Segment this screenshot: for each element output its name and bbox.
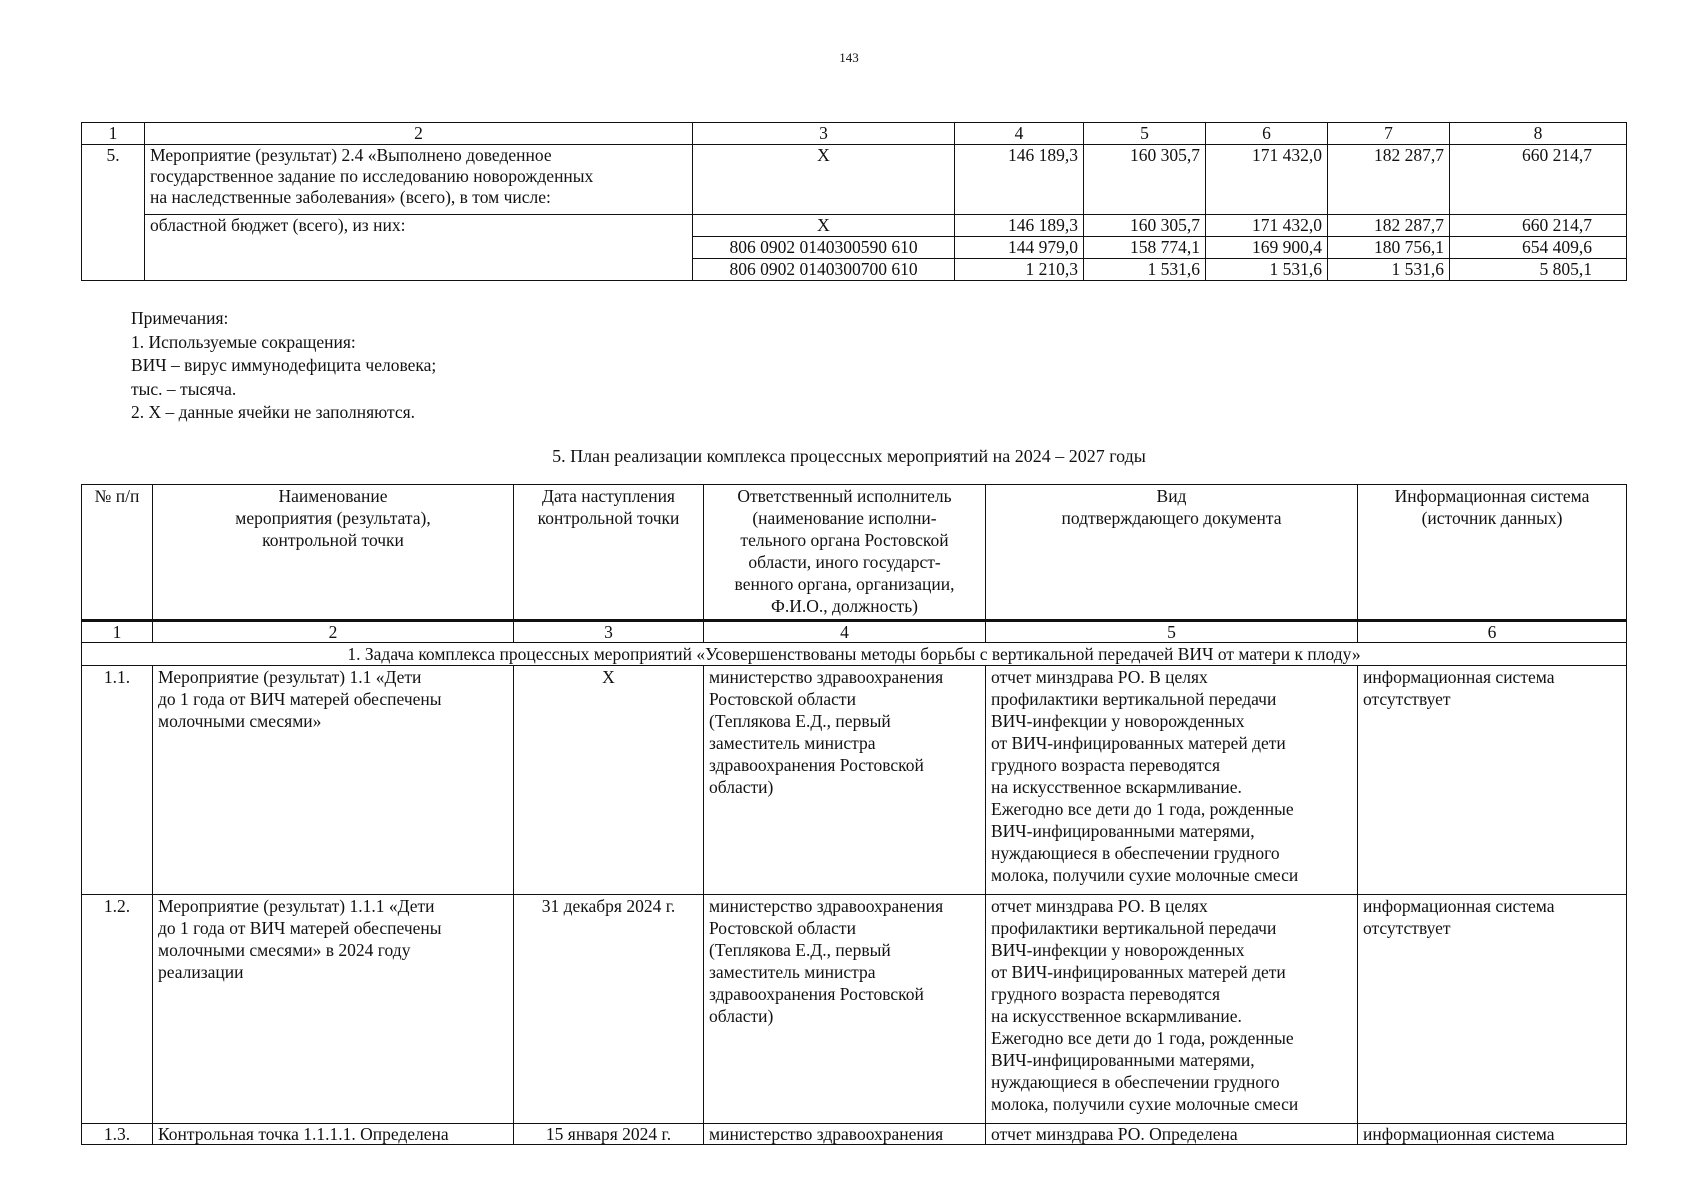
text-line: от ВИЧ-инфицированных матерей дети bbox=[991, 962, 1286, 982]
header-line: № п/п bbox=[94, 486, 140, 506]
funding-budget-row bbox=[82, 215, 1627, 237]
task-title: 1. Задача комплекса процессных мероприятий «Усовершенствованы методы борьбы с вертикальной передачей ВИЧ от матери к плоду» bbox=[82, 643, 1627, 666]
row-name bbox=[153, 895, 514, 1124]
text-line: реализации bbox=[158, 962, 244, 982]
row-date: 31 декабря 2024 г. bbox=[514, 895, 704, 1124]
page-number: 143 bbox=[839, 50, 859, 65]
row-document bbox=[986, 666, 1358, 895]
text-line: отсутствует bbox=[1363, 689, 1451, 709]
text-line: на искусственное вскармливание. bbox=[991, 777, 1242, 797]
text-line: ВИЧ-инфицированными матерями, bbox=[991, 1050, 1255, 1070]
col-number: 5 bbox=[986, 621, 1358, 643]
row-system bbox=[1358, 1124, 1627, 1145]
text-line: от ВИЧ-инфицированных матерей дети bbox=[991, 733, 1286, 753]
header-line: Ф.И.О., должность) bbox=[771, 596, 918, 616]
note-line: 1. Используемые сокращения: bbox=[131, 331, 356, 352]
text-line: Контрольная точка 1.1.1.1. Определена bbox=[158, 1124, 449, 1144]
row-executor bbox=[704, 1124, 986, 1145]
text-line: молока, получили сухие молочные смеси bbox=[991, 1094, 1299, 1114]
kbk-value: 180 756,1 bbox=[1328, 237, 1450, 259]
row-num: 1.2. bbox=[82, 895, 153, 1124]
row-name bbox=[153, 1124, 514, 1145]
section-title: 5. План реализации комплекса процессных мероприятий на 2024 – 2027 годы bbox=[552, 446, 1146, 466]
col-number: 4 bbox=[704, 621, 986, 643]
header-line: Информационная система bbox=[1394, 486, 1590, 506]
event-line: на наследственные заболевания» (всего), в том числе: bbox=[150, 187, 551, 207]
text-line: ВИЧ-инфекции у новорожденных bbox=[991, 940, 1245, 960]
funding-budget-label: областной бюджет (всего), из них: bbox=[145, 215, 693, 281]
table-row bbox=[82, 895, 1627, 1124]
funding-col-2: 2 bbox=[145, 123, 693, 145]
text-line: Ежегодно все дети до 1 года, рожденные bbox=[991, 799, 1294, 819]
funding-col-6: 6 bbox=[1206, 123, 1328, 145]
funding-event-value: 160 305,7 bbox=[1084, 145, 1206, 215]
plan-table-header-row bbox=[82, 485, 1627, 621]
kbk-total: 654 409,6 bbox=[1450, 237, 1627, 259]
funding-col-4: 4 bbox=[955, 123, 1084, 145]
row-date: 15 января 2024 г. bbox=[514, 1124, 704, 1145]
event-line: Мероприятие (результат) 2.4 «Выполнено доведенное bbox=[150, 145, 552, 165]
header-line: тельного органа Ростовской bbox=[740, 530, 949, 550]
text-line: отчет минздрава РО. В целях bbox=[991, 667, 1208, 687]
text-line: министерство здравоохранения bbox=[709, 896, 944, 916]
plan-table bbox=[81, 484, 1627, 1145]
header-num bbox=[82, 485, 153, 621]
notes-title: Примечания: bbox=[131, 308, 229, 328]
funding-col-7: 7 bbox=[1328, 123, 1450, 145]
plan-column-numbers-row bbox=[82, 621, 1627, 643]
header-executor bbox=[704, 485, 986, 621]
header-line: контрольной точки bbox=[537, 508, 680, 528]
funding-event-kbk: X bbox=[693, 145, 955, 215]
text-line: нуждающиеся в обеспечении грудного bbox=[991, 843, 1280, 863]
text-line: на искусственное вскармливание. bbox=[991, 1006, 1242, 1026]
text-line: молочными смесями» bbox=[158, 711, 322, 731]
funding-row-number: 5. bbox=[82, 145, 145, 281]
text-line: здравоохранения Ростовской bbox=[709, 755, 924, 775]
text-line: Ежегодно все дети до 1 года, рожденные bbox=[991, 1028, 1294, 1048]
text-line: информационная система bbox=[1363, 667, 1555, 687]
funding-table bbox=[81, 122, 1627, 281]
header-line: контрольной точки bbox=[262, 530, 404, 550]
kbk-total: 5 805,1 bbox=[1450, 259, 1627, 281]
event-line: государственное задание по исследованию новорожденных bbox=[150, 166, 594, 186]
row-document bbox=[986, 1124, 1358, 1145]
text-line: Мероприятие (результат) 1.1.1 «Дети bbox=[158, 896, 435, 916]
header-line: (наименование исполни- bbox=[752, 508, 937, 528]
funding-budget-value: 160 305,7 bbox=[1084, 215, 1206, 237]
col-number: 6 bbox=[1358, 621, 1627, 643]
row-name bbox=[153, 666, 514, 895]
header-line: венного органа, организации, bbox=[734, 574, 955, 594]
header-line: мероприятия (результата), bbox=[235, 508, 431, 528]
kbk-value: 1 531,6 bbox=[1206, 259, 1328, 281]
funding-col-1: 1 bbox=[82, 123, 145, 145]
text-line: до 1 года от ВИЧ матерей обеспечены bbox=[158, 689, 442, 709]
text-line: Мероприятие (результат) 1.1 «Дети bbox=[158, 667, 422, 687]
row-date: X bbox=[514, 666, 704, 895]
kbk-value: 1 531,6 bbox=[1084, 259, 1206, 281]
text-line: молока, получили сухие молочные смеси bbox=[991, 865, 1299, 885]
text-line: (Теплякова Е.Д., первый bbox=[709, 711, 891, 731]
text-line: профилактики вертикальной передачи bbox=[991, 918, 1277, 938]
note-line: тыс. – тысяча. bbox=[131, 378, 237, 399]
kbk-value: 144 979,0 bbox=[955, 237, 1084, 259]
text-line: отсутствует bbox=[1363, 918, 1451, 938]
text-line: Ростовской области bbox=[709, 918, 856, 938]
row-system bbox=[1358, 895, 1627, 1124]
kbk-code: 806 0902 0140300590 610 bbox=[693, 237, 955, 259]
header-document bbox=[986, 485, 1358, 621]
text-line: заместитель министра bbox=[709, 962, 876, 982]
row-executor bbox=[704, 895, 986, 1124]
text-line: информационная система bbox=[1363, 896, 1555, 916]
funding-event-value: 182 287,7 bbox=[1328, 145, 1450, 215]
task-title-row bbox=[82, 643, 1627, 666]
col-number: 1 bbox=[82, 621, 153, 643]
table-row bbox=[82, 1124, 1627, 1145]
funding-table-header-row bbox=[82, 123, 1627, 145]
text-line: грудного возраста переводятся bbox=[991, 755, 1220, 775]
header-line: подтверждающего документа bbox=[1061, 508, 1282, 528]
text-line: до 1 года от ВИЧ матерей обеспечены bbox=[158, 918, 442, 938]
text-line: нуждающиеся в обеспечении грудного bbox=[991, 1072, 1280, 1092]
header-line: Ответственный исполнитель bbox=[737, 486, 952, 506]
funding-budget-value: 146 189,3 bbox=[955, 215, 1084, 237]
text-line: ВИЧ-инфекции у новорожденных bbox=[991, 711, 1245, 731]
text-line: молочными смесями» в 2024 году bbox=[158, 940, 411, 960]
header-line: Вид bbox=[1156, 486, 1187, 506]
text-line: информационная система bbox=[1363, 1124, 1555, 1144]
text-line: заместитель министра bbox=[709, 733, 876, 753]
funding-event-value: 171 432,0 bbox=[1206, 145, 1328, 215]
funding-col-3: 3 bbox=[693, 123, 955, 145]
header-name bbox=[153, 485, 514, 621]
header-line: Наименование bbox=[278, 486, 388, 506]
kbk-value: 158 774,1 bbox=[1084, 237, 1206, 259]
row-document bbox=[986, 895, 1358, 1124]
funding-event-total: 660 214,7 bbox=[1450, 145, 1627, 215]
text-line: профилактики вертикальной передачи bbox=[991, 689, 1277, 709]
kbk-value: 1 531,6 bbox=[1328, 259, 1450, 281]
text-line: ВИЧ-инфицированными матерями, bbox=[991, 821, 1255, 841]
header-line: Дата наступления bbox=[542, 486, 675, 506]
note-line: 2. X – данные ячейки не заполняются. bbox=[131, 402, 416, 422]
funding-event-row bbox=[82, 145, 1627, 215]
header-date bbox=[514, 485, 704, 621]
text-line: здравоохранения Ростовской bbox=[709, 984, 924, 1004]
funding-budget-kbk: X bbox=[693, 215, 955, 237]
header-line: (источник данных) bbox=[1421, 508, 1563, 528]
row-num: 1.1. bbox=[82, 666, 153, 895]
table-row bbox=[82, 666, 1627, 895]
funding-col-8: 8 bbox=[1450, 123, 1627, 145]
row-system bbox=[1358, 666, 1627, 895]
header-system bbox=[1358, 485, 1627, 621]
header-line: области, иного государст- bbox=[748, 552, 941, 572]
kbk-value: 169 900,4 bbox=[1206, 237, 1328, 259]
row-executor bbox=[704, 666, 986, 895]
col-number: 3 bbox=[514, 621, 704, 643]
funding-budget-total: 660 214,7 bbox=[1450, 215, 1627, 237]
text-line: министерство здравоохранения bbox=[709, 1124, 944, 1144]
row-num: 1.3. bbox=[82, 1124, 153, 1145]
text-line: (Теплякова Е.Д., первый bbox=[709, 940, 891, 960]
kbk-value: 1 210,3 bbox=[955, 259, 1084, 281]
text-line: грудного возраста переводятся bbox=[991, 984, 1220, 1004]
text-line: отчет минздрава РО. Определена bbox=[991, 1124, 1238, 1144]
text-line: отчет минздрава РО. В целях bbox=[991, 896, 1208, 916]
col-number: 2 bbox=[153, 621, 514, 643]
funding-col-5: 5 bbox=[1084, 123, 1206, 145]
text-line: министерство здравоохранения bbox=[709, 667, 944, 687]
kbk-code: 806 0902 0140300700 610 bbox=[693, 259, 955, 281]
notes-block bbox=[131, 307, 436, 425]
funding-budget-value: 171 432,0 bbox=[1206, 215, 1328, 237]
text-line: Ростовской области bbox=[709, 689, 856, 709]
text-line: области) bbox=[709, 1006, 774, 1026]
note-line: ВИЧ – вирус иммунодефицита человека; bbox=[131, 355, 437, 375]
text-line: области) bbox=[709, 777, 774, 797]
funding-event-value: 146 189,3 bbox=[955, 145, 1084, 215]
funding-budget-value: 182 287,7 bbox=[1328, 215, 1450, 237]
funding-event-name bbox=[145, 145, 693, 215]
